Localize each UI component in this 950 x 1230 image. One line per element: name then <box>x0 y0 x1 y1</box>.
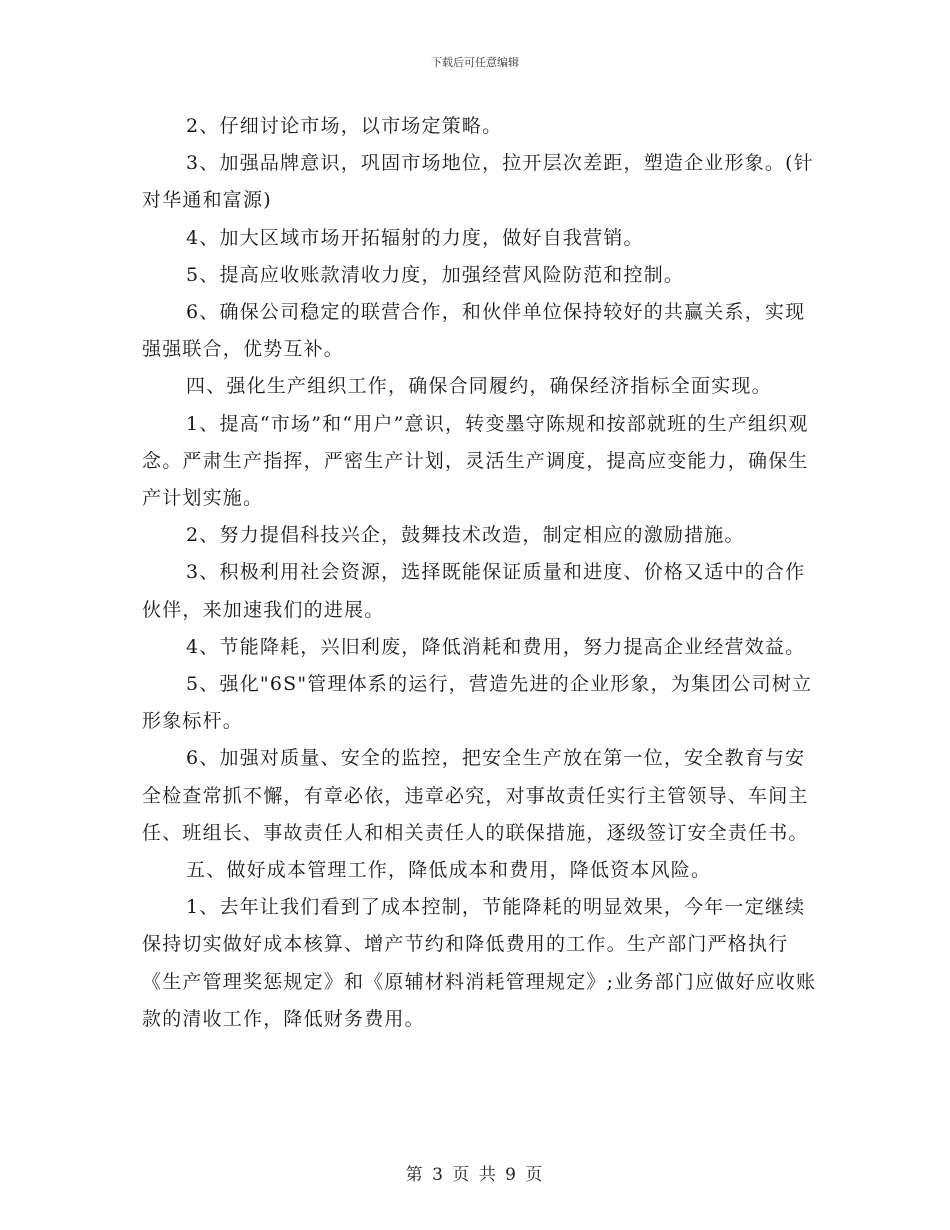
paragraph-11: 5、强化"6S"管理体系的运行，营造先进的企业形象，为集团公司树立形象标杆。 <box>142 673 813 733</box>
paragraph-9: 3、积极利用社会资源，选择既能保证质量和进度、价格又适中的合作伙伴，来加速我们的进展。 <box>142 561 806 621</box>
paragraph-4: 5、提高应收账款清收力度，加强经营风险防范和控制。 <box>186 263 685 286</box>
paragraph-5: 6、确保公司稳定的联营合作，和伙伴单位保持较好的共赢关系，实现强强联合，优势互补。 <box>142 301 806 361</box>
paragraph-10: 4、节能降耗，兴旧利废，降低消耗和费用，努力提高企业经营效益。 <box>186 635 806 658</box>
paragraph-2: 3、加强品牌意识，巩固市场地位，拉开层次差距，塑造企业形象。(针对华通和富源) <box>142 152 814 212</box>
page-header-note: 下载后可任意编辑 <box>431 56 519 69</box>
paragraph-1: 2、仔细讨论市场，以市场定策略。 <box>186 115 503 137</box>
paragraph-12: 6、加强对质量、安全的监控，把安全生产放在第一位，安全教育与安全检查常抓不懈，有章必依，违章必究，对事故责任实行主管领导、车间主任、班组长、事故责任人和相关责任人的联保措施，逐级签订安全责任书。 <box>142 747 809 844</box>
document-body <box>142 108 822 1038</box>
paragraph-8: 2、努力提倡科技兴企，鼓舞技术改造，制定相应的激励措施。 <box>186 524 745 547</box>
section-heading-4: 四、强化生产组织工作，确保合同履约，确保经济指标全面实现。 <box>186 375 772 398</box>
section-heading-5: 五、做好成本管理工作，降低成本和费用，降低资本风险。 <box>186 859 712 882</box>
paragraph-7: 1、提高“市场”和“用户”意识，转变墨守陈规和按部就班的生产组织观念。严肃生产指挥，严密生产计划，灵活生产调度，提高应变能力，确保生产计划实施。 <box>142 412 809 510</box>
paragraph-3: 4、加大区域市场开拓辐射的力度，做好自我营销。 <box>186 226 644 249</box>
paragraph-14: 1、去年让我们看到了成本控制，节能降耗的明显效果，今年一定继续保持切实做好成本核算、增产节约和降低费用的工作。生产部门严格执行《生产管理奖惩规定》和《原辅材料消耗管理规定》;业务部门应做好应收账款的清收工作，降低财务费用。 <box>142 896 817 1030</box>
page-number-footer: 第 3 页 共 9 页 <box>405 1165 545 1185</box>
